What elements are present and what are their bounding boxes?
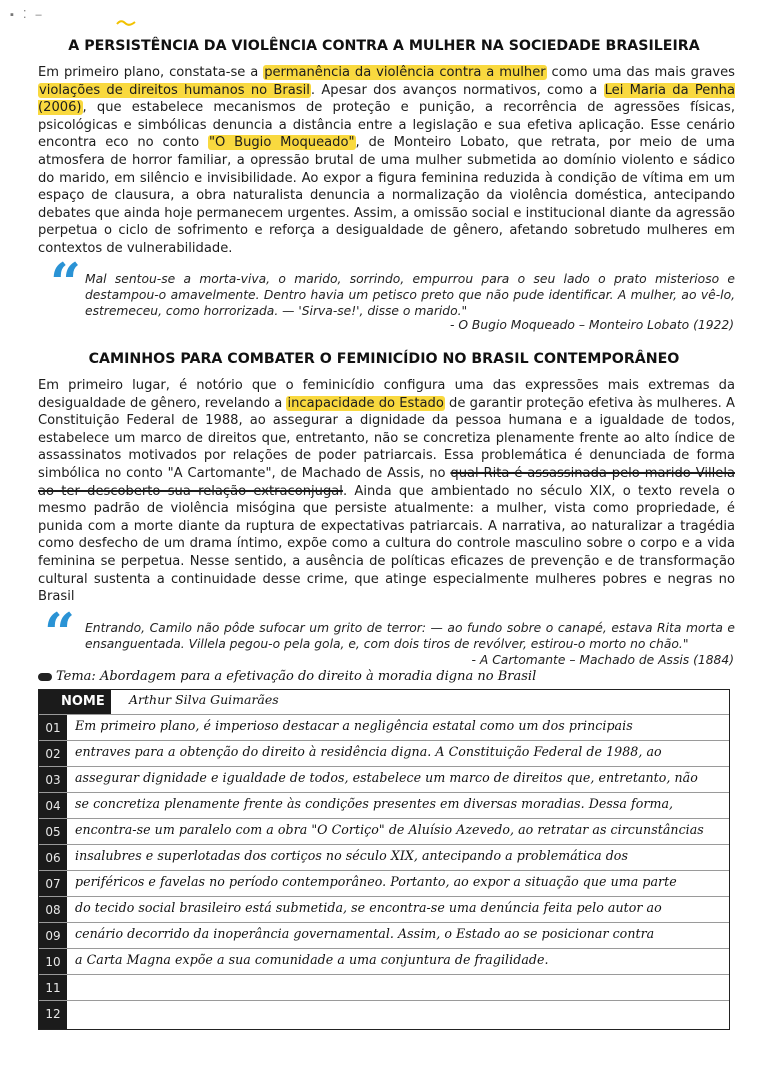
answer-sheet bbox=[38, 689, 730, 1030]
line-number: 12 bbox=[45, 1007, 61, 1021]
answer-line bbox=[39, 766, 729, 792]
quote-source-cartomante: - A Cartomante – Machado de Assis (1884) bbox=[471, 653, 734, 667]
para1-highlight-2: violações de direitos humanos no Brasil bbox=[39, 82, 310, 98]
quote-cartomante: Entrando, Camilo não pôde sufocar um grito de terror: — ao fundo sobre o canapé, estava Rita morta e ensanguentada. Villela pegou-o pela gola, e, com dois tiros de revólver, estirou-o morto no chão." bbox=[85, 621, 735, 651]
para1-highlight-4: "O Bugio Moqueado" bbox=[208, 135, 355, 151]
line-number: 02 bbox=[45, 747, 61, 761]
name-value: Arthur Silva Guimarães bbox=[129, 692, 279, 707]
para1-text-1: Em primeiro plano, constata-se a bbox=[38, 65, 264, 80]
quote-mark-icon: “ bbox=[44, 601, 76, 665]
answer-line bbox=[39, 974, 729, 1000]
sheet-header bbox=[39, 690, 729, 714]
line-text: entraves para a obtenção do direito à residência digna. A Constituição Federal de 1988, ao bbox=[75, 744, 662, 759]
scribble-icon bbox=[38, 673, 52, 681]
line-text: encontra-se um paralelo com a obra "O Cortiço" de Aluísio Azevedo, ao retratar as circunstâncias bbox=[75, 822, 704, 837]
section-title-feminicide: CAMINHOS PARA COMBATER O FEMINICÍDIO NO BRASIL CONTEMPORÂNEO bbox=[88, 351, 680, 367]
quote-mark-icon: “ bbox=[50, 251, 82, 315]
para1-text-3: . Apesar dos avanços normativos, como a bbox=[310, 82, 604, 98]
paragraph-violence bbox=[38, 64, 735, 258]
quote-source-bugio: - O Bugio Moqueado – Monteiro Lobato (1922) bbox=[449, 318, 734, 332]
para2-strikethrough: qual Rita é assassinada pelo marido Villela ao ter descoberto sua relação extraconjugal bbox=[38, 465, 735, 499]
answer-line bbox=[39, 922, 729, 948]
line-number: 01 bbox=[45, 721, 61, 735]
line-text: assegurar dignidade e igualdade de todos, estabelece um marco de direitos que, entretanto, não bbox=[75, 770, 698, 785]
theme-text: Tema: Abordagem para a efetivação do direito à moradia digna no Brasil bbox=[56, 669, 537, 684]
line-number: 03 bbox=[45, 773, 61, 787]
line-text: periféricos e favelas no período contemporâneo. Portanto, ao expor a situação que uma parte bbox=[75, 874, 677, 889]
paragraph-feminicide bbox=[38, 377, 735, 606]
line-number: 05 bbox=[45, 825, 61, 839]
para2-highlight-1: incapacidade do Estado bbox=[287, 395, 444, 411]
line-number: 10 bbox=[45, 955, 61, 969]
para1-text-4: , que estabelece mecanismos de proteção e punição, a recorrência de agressões físicas, psicológicas e simbólicas denuncia a distância entre a legislação e sua efetiva aplicação. Esse cenário encontra eco no conto bbox=[38, 100, 735, 151]
line-number: 07 bbox=[45, 877, 61, 891]
answer-line bbox=[39, 714, 729, 740]
answer-line bbox=[39, 792, 729, 818]
line-text: do tecido social brasileiro está submetida, se encontra-se uma denúncia feita pelo autor ao bbox=[75, 900, 662, 915]
para1-text-2: como uma das mais graves bbox=[546, 65, 735, 80]
answer-line bbox=[39, 1000, 729, 1026]
para2-text-1: Em primeiro lugar, é notório que o feminicídio configura uma das expressões mais extremas da desigualdade de gênero, revelando a bbox=[38, 378, 735, 411]
quote-bugio: Mal sentou-se a morta-viva, o marido, sorrindo, empurrou para o seu lado o prato misterioso e destampou-o amavelmente. Dentro havia um petisco preto que não pude identificar. A mulher, ao vê-lo, estremeceu, como horrorizada. — 'Sirva-se!', disse o marido." bbox=[85, 272, 735, 318]
handwritten-theme bbox=[38, 669, 738, 684]
para1-highlight-3: Lei Maria da Penha (2006) bbox=[38, 82, 735, 116]
line-number: 04 bbox=[45, 799, 61, 813]
answer-line bbox=[39, 870, 729, 896]
answer-line bbox=[39, 740, 729, 766]
answer-line bbox=[39, 818, 729, 844]
corner-marks: ▪ ⁚ – bbox=[10, 9, 45, 21]
para2-text-3: . Ainda que ambientado no século XIX, o texto revela o mesmo padrão de violência misógina que persiste atualmente: a mulher, vista como propriedade, é punida com a morte diante da ruptura de expectativas patriarcais. A narrativa, ao naturalizar a tragédia como desfecho de um drama íntimo, expõe como a cultura do controle masculino sobre o corpo e a vida feminina se perpetua. Nesse sentido, a ausência de políticas eficazes de prevenção e de transformação cultural sustenta a continuidade desse crime, que atinge especialmente mulheres pobres e negras no Brasil bbox=[38, 483, 736, 605]
name-label: NOME bbox=[39, 690, 111, 714]
answer-line bbox=[39, 896, 729, 922]
line-text: a Carta Magna expõe a sua comunidade a uma conjuntura de fragilidade. bbox=[75, 952, 549, 967]
line-number: 06 bbox=[45, 851, 61, 865]
line-number: 08 bbox=[45, 903, 61, 917]
line-text: insalubres e superlotadas dos cortiços no século XIX, antecipando a problemática dos bbox=[75, 848, 628, 863]
answer-line bbox=[39, 844, 729, 870]
para2-text-2: de garantir proteção efetiva às mulheres. A Constituição Federal de 1988, ao assegurar a dignidade da pessoa humana e a igualdade de todos, estabelece um marco de direitos que, entretanto, não se concretiza plenamente frente ao alto índice de assassinatos motivados por relações de poder patriarcais. Essa problemática é denunciada de forma simbólica no conto "A Cartomante", de Machado de Assis, no bbox=[38, 395, 735, 481]
line-number: 11 bbox=[45, 981, 61, 995]
para1-text-5: , de Monteiro Lobato, que retrata, por meio de uma atmosfera de horror familiar, a opressão brutal de uma mulher submetida ao domínio violento e sádico do marido, em silêncio e invisibilidade. Ao expor a figura feminina reduzida à condição de vítima em um espaço de clausura, a obra naturalista denuncia a normalização da violência doméstica, antecipando debates que ainda hoje permanecem urgentes. Assim, a omissão social e institucional diante da agressão perpetua o ciclo de sofrimento e reforça a desigualdade de gênero, afetando sobretudo mulheres em contextos de vulnerabilidade. bbox=[38, 135, 735, 256]
answer-line bbox=[39, 948, 729, 974]
line-text: cenário decorrido da inoperância governamental. Assim, o Estado ao se posicionar contra bbox=[75, 926, 655, 941]
line-text: Em primeiro plano, é imperioso destacar a negligência estatal como um dos principais bbox=[75, 718, 633, 733]
para1-highlight-1: permanência da violência contra a mulher bbox=[264, 65, 546, 80]
line-text: se concretiza plenamente frente às condições presentes em diversas moradias. Dessa forma, bbox=[75, 796, 674, 811]
section-title-violence: A PERSISTÊNCIA DA VIOLÊNCIA CONTRA A MULHER NA SOCIEDADE BRASILEIRA bbox=[68, 38, 700, 54]
line-number: 09 bbox=[45, 929, 61, 943]
highlight-squiggle-icon bbox=[116, 18, 136, 28]
